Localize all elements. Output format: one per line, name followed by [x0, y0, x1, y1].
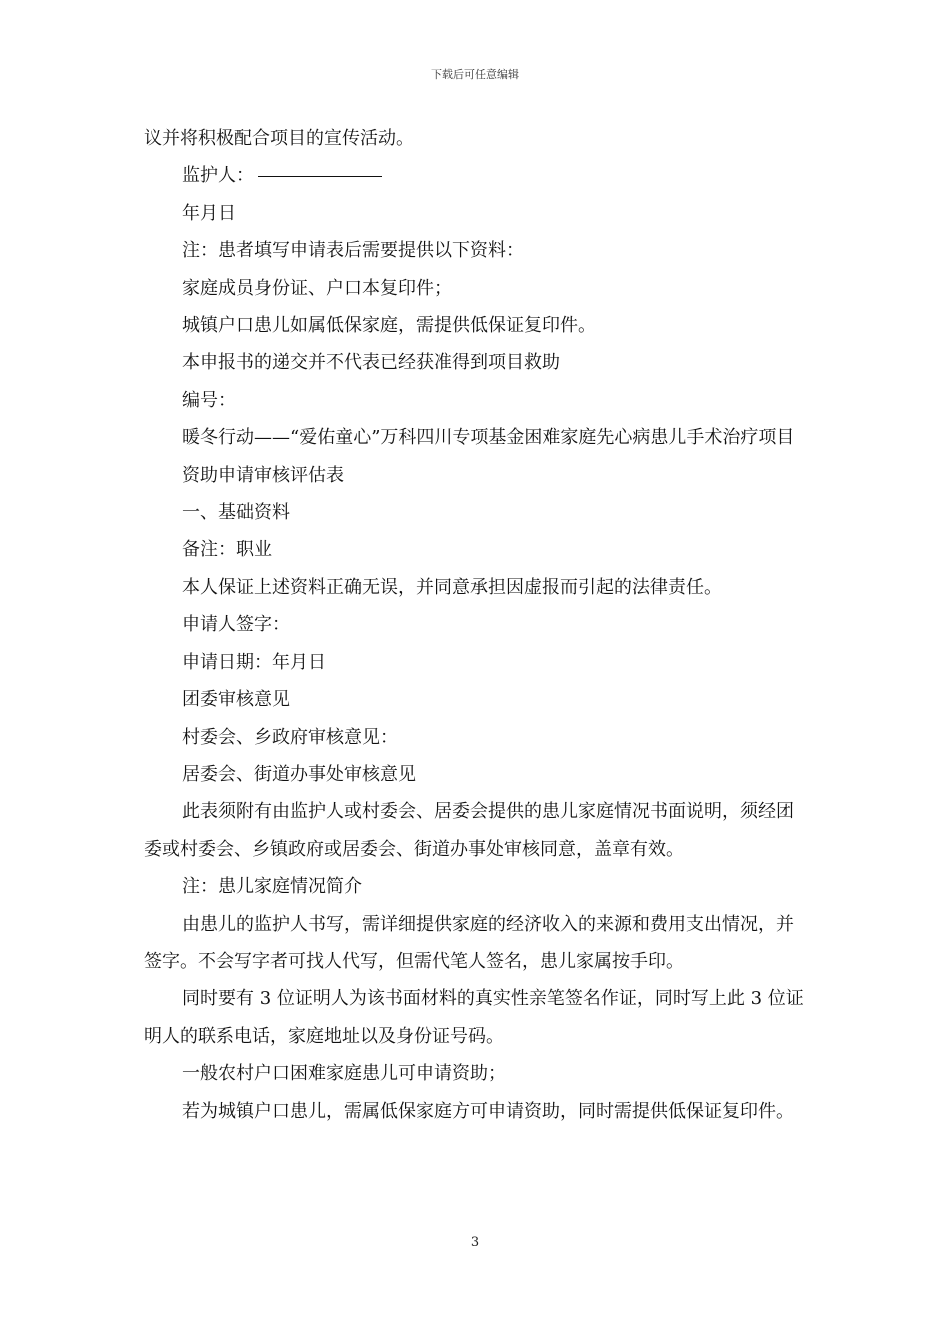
paragraph-18	[144, 756, 806, 793]
paragraph-text: 由患儿的监护人书写，需详细提供家庭的经济收入的来源和费用支出情况，并签字。不会写字者可找人代写，但需代笔人签名，患儿家属按手印。	[144, 913, 794, 972]
paragraph-9	[144, 419, 806, 456]
page-number: 3	[470, 1235, 480, 1250]
paragraph-14	[144, 606, 806, 643]
paragraph-12	[144, 531, 806, 568]
paragraph-text: 暖冬行动——“爱佑童心”万科四川专项基金困难家庭先心病患儿手术治疗项目	[182, 427, 795, 449]
paragraph-text: 本人保证上述资料正确无误，并同意承担因虚报而引起的法律责任。	[182, 576, 722, 598]
paragraph-2	[144, 157, 806, 194]
paragraph-text: 申请人签字：	[182, 614, 290, 636]
paragraph-text: 居委会、街道办事处审核意见	[182, 763, 416, 785]
paragraph-7	[144, 344, 806, 381]
paragraph-24	[144, 1093, 806, 1130]
paragraph-21	[144, 906, 806, 981]
paragraph-4	[144, 232, 806, 269]
page-header: 下载后可任意编辑	[431, 68, 519, 81]
paragraph-10	[144, 457, 806, 494]
paragraph-19	[144, 793, 806, 868]
paragraph-5	[144, 270, 806, 307]
paragraph-text: 议并将积极配合项目的宣传活动。	[144, 128, 414, 149]
paragraph-text: 一般农村户口困难家庭患儿可申请资助；	[182, 1063, 506, 1085]
document-body	[144, 120, 806, 1130]
paragraph-text: 同时要有 3 位证明人为该书面材料的真实性亲笔签名作证，同时写上此 3 位证明人的联系电话，家庭地址以及身份证号码。	[144, 988, 804, 1047]
paragraph-6	[144, 307, 806, 344]
paragraph-1	[144, 120, 806, 157]
paragraph-text: 编号：	[182, 389, 236, 411]
paragraph-23	[144, 1055, 806, 1092]
paragraph-text: 年月日	[182, 202, 236, 224]
paragraph-11	[144, 494, 806, 531]
paragraph-text: 此表须附有由监护人或村委会、居委会提供的患儿家庭情况书面说明，须经团委或村委会、乡镇政府或居委会、街道办事处审核同意，盖章有效。	[144, 801, 794, 860]
paragraph-text: 申请日期：年月日	[182, 651, 326, 673]
paragraph-13	[144, 569, 806, 606]
paragraph-22	[144, 980, 806, 1055]
paragraph-text: 监护人：	[182, 165, 254, 187]
paragraph-17	[144, 719, 806, 756]
paragraph-text: 资助申请审核评估表	[182, 464, 344, 486]
paragraph-20	[144, 868, 806, 905]
paragraph-text: 城镇户口患儿如属低保家庭，需提供低保证复印件。	[182, 315, 596, 337]
paragraph-text: 备注：职业	[182, 539, 272, 561]
paragraph-text: 若为城镇户口患儿，需属低保家庭方可申请资助，同时需提供低保证复印件。	[182, 1100, 794, 1122]
paragraph-text: 注：患儿家庭情况简介	[182, 876, 362, 898]
paragraph-text: 注：患者填写申请表后需要提供以下资料：	[182, 240, 524, 262]
paragraph-16	[144, 681, 806, 718]
paragraph-15	[144, 644, 806, 681]
paragraph-text: 一、基础资料	[182, 502, 290, 524]
paragraph-8	[144, 382, 806, 419]
paragraph-text: 村委会、乡政府审核意见：	[182, 726, 398, 748]
signature-line	[258, 175, 382, 177]
paragraph-text: 本申报书的递交并不代表已经获准得到项目救助	[182, 352, 560, 374]
paragraph-text: 家庭成员身份证、户口本复印件；	[182, 277, 452, 299]
paragraph-3	[144, 195, 806, 232]
paragraph-text: 团委审核意见	[182, 689, 290, 711]
